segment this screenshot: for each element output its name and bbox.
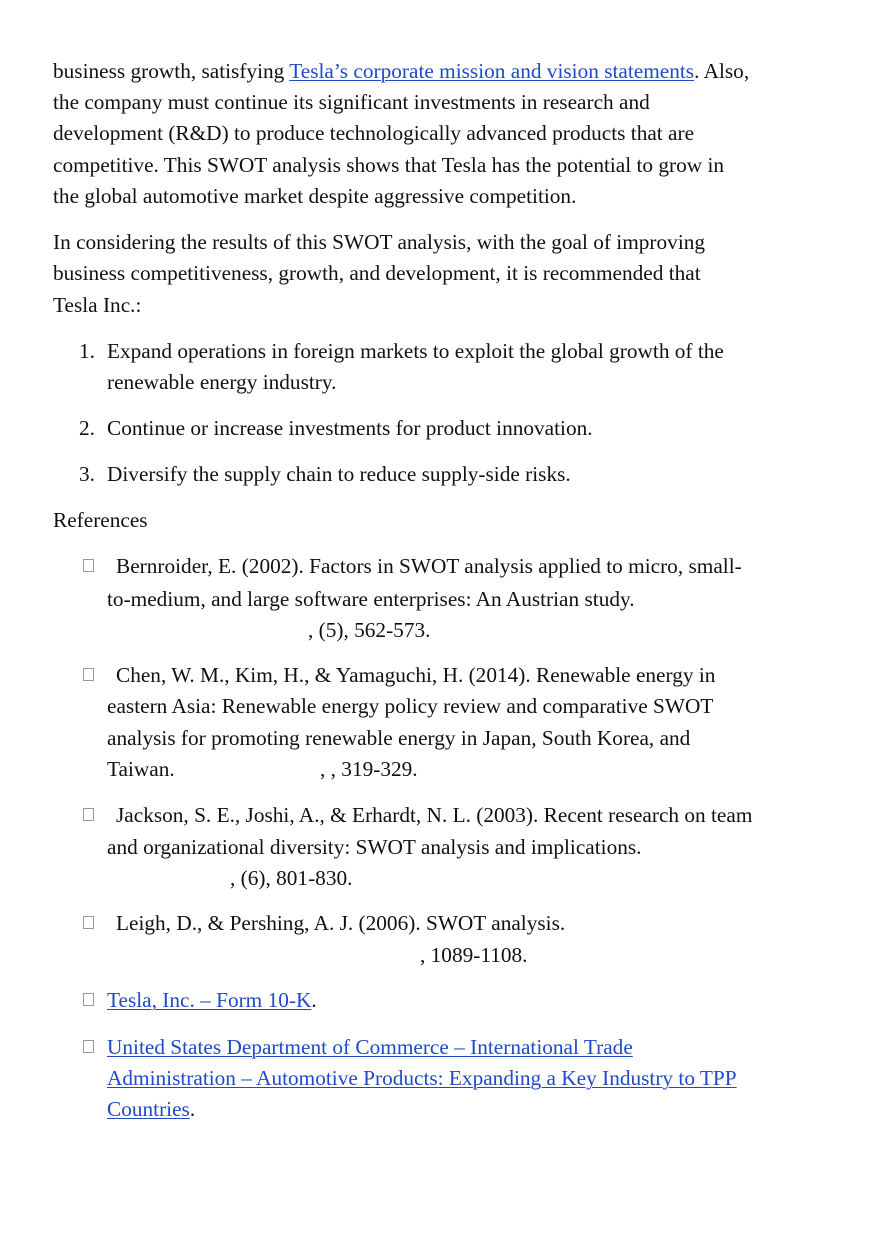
- reference-period: .: [311, 988, 317, 1012]
- paragraph1-line5: the global automotive market despite aggressive competition.: [53, 184, 577, 208]
- list-item-number: 1.: [79, 339, 95, 363]
- reference-line: , 1089-1108.: [420, 943, 528, 967]
- reference-line: to-medium, and large software enterprises: An Austrian study.: [107, 587, 635, 611]
- reference-line: Taiwan.: [107, 757, 175, 781]
- reference-line: [107, 1037, 633, 1058]
- commerce-dept-link-end[interactable]: Countries: [107, 1097, 190, 1121]
- commerce-dept-link[interactable]: United States Department of Commerce – International Trade: [107, 1035, 633, 1059]
- list-item-text-cont: renewable energy industry.: [107, 370, 337, 394]
- reference-line: Leigh, D., & Pershing, A. J. (2006). SWOT analysis.: [116, 911, 566, 935]
- paragraph1-text-post: . Also,: [694, 59, 750, 83]
- reference-line: , (5), 562-573.: [308, 618, 431, 642]
- reference-line: Jackson, S. E., Joshi, A., & Erhardt, N. L. (2003). Recent research on team: [116, 803, 753, 827]
- bullet-icon: [83, 808, 94, 821]
- reference-period: .: [189, 1097, 196, 1121]
- bullet-icon: [83, 668, 94, 681]
- bullet-icon: [83, 559, 94, 572]
- paragraph2-line3: Tesla Inc.:: [53, 293, 142, 317]
- reference-line: eastern Asia: Renewable energy policy review and comparative SWOT: [107, 694, 714, 718]
- reference-line: , (6), 801-830.: [230, 866, 353, 890]
- bullet-icon: [83, 916, 94, 929]
- bullet-icon: [83, 993, 94, 1006]
- list-item-text: Diversify the supply chain to reduce supply-side risks.: [107, 462, 571, 486]
- paragraph1-line2: the company must continue its significant investments in research and: [53, 90, 650, 114]
- reference-line: [107, 1099, 195, 1120]
- references-heading: References: [53, 508, 148, 532]
- reference-line: analysis for promoting renewable energy in Japan, South Korea, and: [107, 726, 691, 750]
- commerce-dept-link-cont[interactable]: Administration – Automotive Products: Expanding a Key Industry to TPP: [107, 1066, 737, 1090]
- reference-line: [107, 990, 317, 1011]
- reference-line: Chen, W. M., Kim, H., & Yamaguchi, H. (2014). Renewable energy in: [116, 663, 716, 687]
- bullet-icon: [83, 1040, 94, 1053]
- reference-line: Bernroider, E. (2002). Factors in SWOT analysis applied to micro, small-: [116, 554, 742, 578]
- paragraph1-text: business growth, satisfying: [53, 59, 290, 83]
- list-item-text: Expand operations in foreign markets to exploit the global growth of the: [107, 339, 724, 363]
- reference-line: [107, 1068, 737, 1089]
- paragraph1-line4: competitive. This SWOT analysis shows that Tesla has the potential to grow in: [53, 153, 725, 177]
- paragraph2-line1: In considering the results of this SWOT analysis, with the goal of improving: [53, 230, 706, 254]
- list-item-number: 2.: [79, 416, 95, 440]
- paragraph2-line2: business competitiveness, growth, and development, it is recommended that: [53, 261, 701, 285]
- reference-line-tail: , , 319-329.: [320, 757, 418, 781]
- tesla-mission-link[interactable]: Tesla’s corporate mission and vision statements: [289, 59, 695, 83]
- paragraph1-line1: [53, 61, 749, 82]
- paragraph1-line3: development (R&D) to produce technologically advanced products that are: [53, 121, 695, 145]
- list-item-text: Continue or increase investments for product innovation.: [107, 416, 593, 440]
- reference-line: and organizational diversity: SWOT analysis and implications.: [107, 835, 642, 859]
- list-item-number: 3.: [79, 462, 95, 486]
- tesla-10k-link[interactable]: Tesla, Inc. – Form 10-K: [107, 988, 312, 1012]
